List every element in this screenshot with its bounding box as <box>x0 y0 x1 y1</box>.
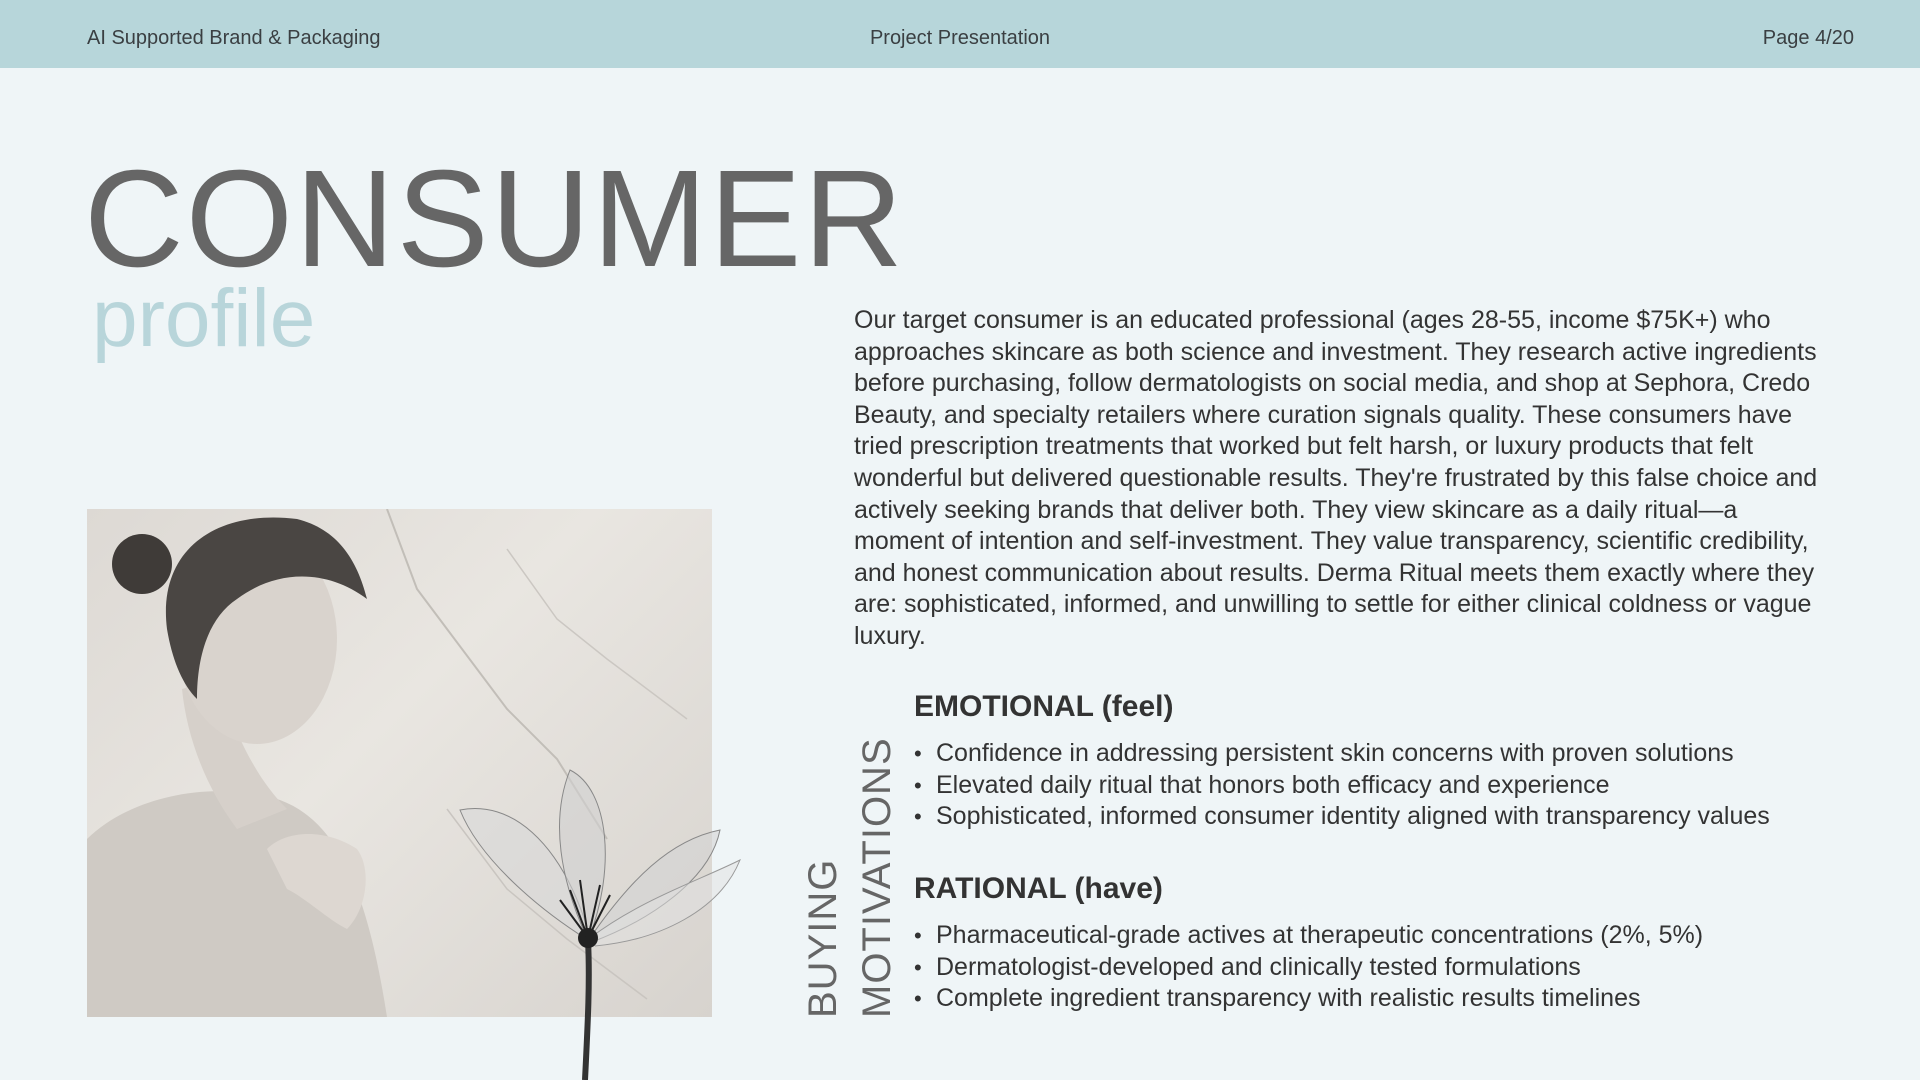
vertical-label-line2: MOTIVATIONS <box>855 737 899 1018</box>
list-item: • Elevated daily ritual that honors both efficacy and experience <box>914 770 1874 802</box>
header-project-name: AI Supported Brand & Packaging <box>87 27 381 49</box>
list-item: • Confidence in addressing persistent skin concerns with proven solutions <box>914 738 1874 770</box>
header-presentation-label: Project Presentation <box>869 27 1051 49</box>
emotional-section <box>914 690 1874 833</box>
buying-motivations-label <box>796 737 904 1018</box>
rational-section <box>914 872 1874 1015</box>
page-number: Page 4/20 <box>1762 27 1854 49</box>
consumer-description: Our target consumer is an educated professional (ages 28-55, income $75K+) who approaches skincare as both science and investment. They research active ingredients before purchasing, follow dermatologists on social media, and shop at Sephora, Credo Beauty, and specialty retailers where curation signals quality. These consumers have tried prescription treatments that worked but felt harsh, or luxury products that felt wonderful but delivered questionable results. They're frustrated by this false choice and actively seeking brands that deliver both. They view skincare as a daily ritual—a moment of intention and self-investment. They value transparency, scientific credibility, and honest communication about results. Derma Ritual meets them exactly where they are: sophisticated, informed, and unwilling to settle for either clinical coldness or vague luxury. <box>854 306 1818 650</box>
header-bar <box>0 0 1920 68</box>
emotional-heading: EMOTIONAL (feel) <box>914 690 1174 723</box>
list-item: • Dermatologist-developed and clinically tested formulations <box>914 952 1874 984</box>
flower-illustration <box>440 760 760 1080</box>
rational-heading: RATIONAL (have) <box>914 872 1163 905</box>
list-item: • Pharmaceutical-grade actives at therapeutic concentrations (2%, 5%) <box>914 920 1874 952</box>
emotional-list <box>914 738 1874 833</box>
list-item: • Complete ingredient transparency with realistic results timelines <box>914 983 1874 1015</box>
vertical-label-line1: BUYING <box>801 858 845 1018</box>
page-subtitle: profile <box>92 273 316 364</box>
rational-list <box>914 920 1874 1015</box>
list-item: • Sophisticated, informed consumer identity aligned with transparency values <box>914 801 1874 833</box>
page-title: CONSUMER <box>84 142 906 296</box>
